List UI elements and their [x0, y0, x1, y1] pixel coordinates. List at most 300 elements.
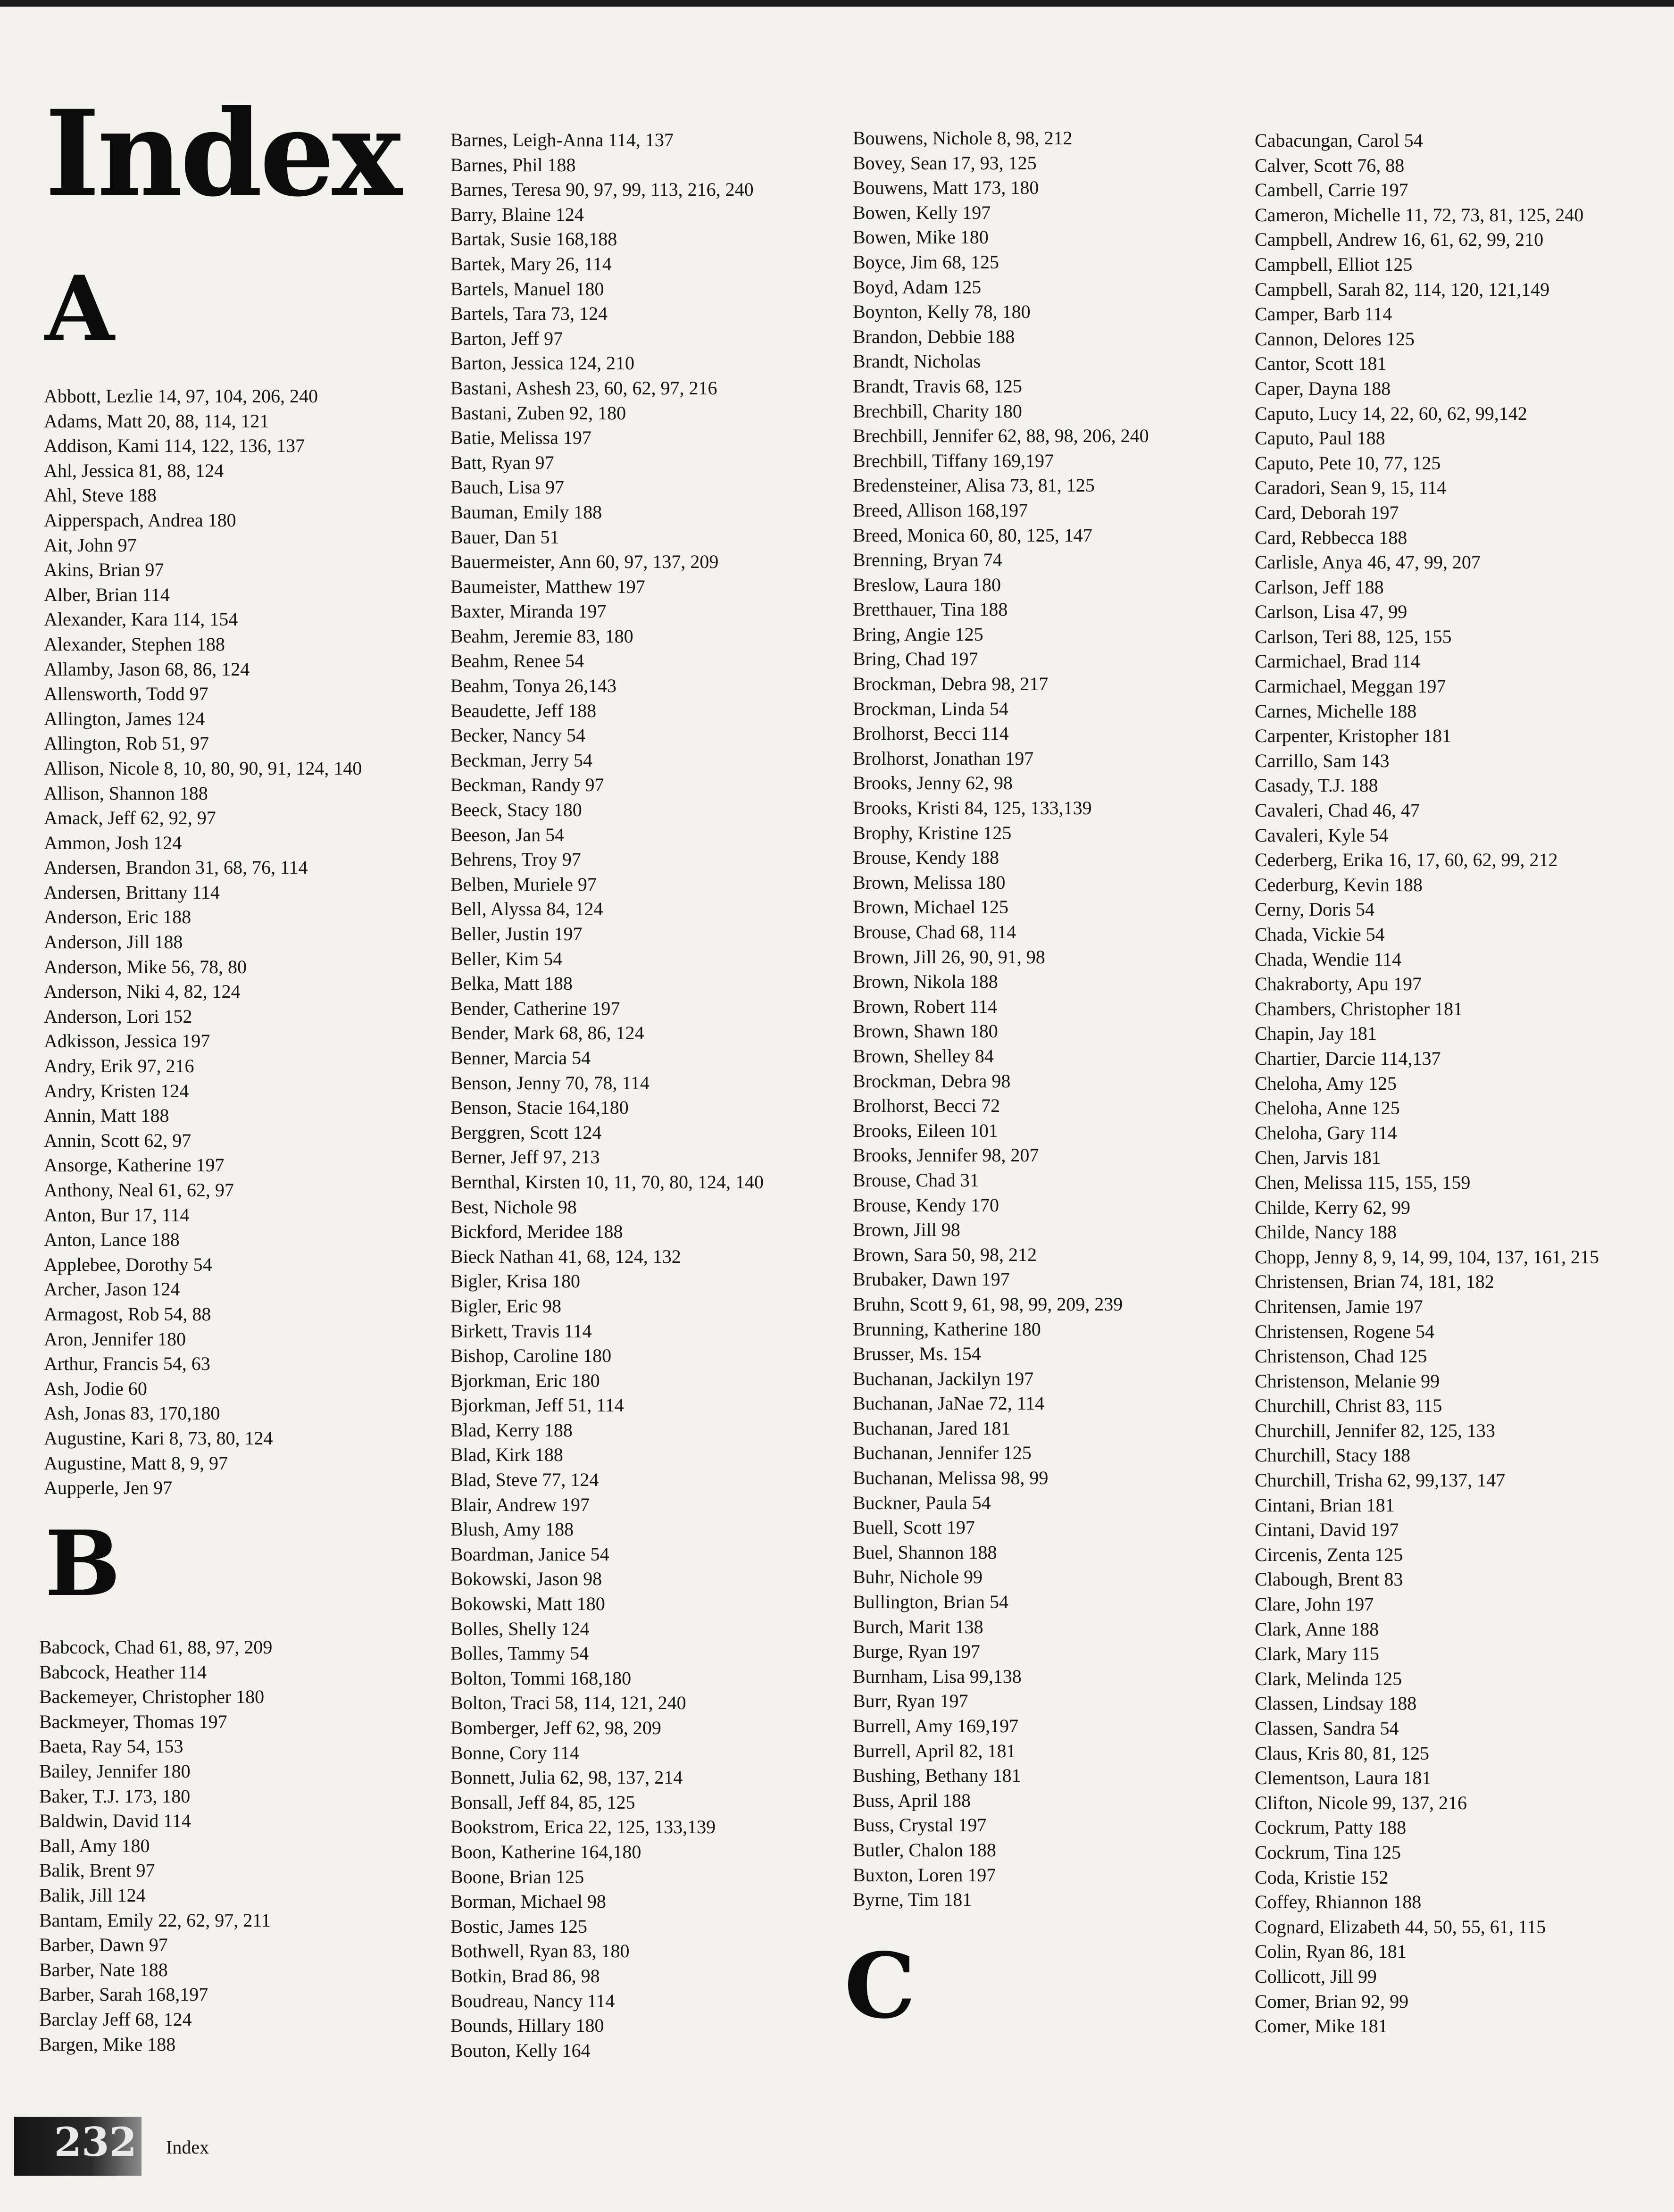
index-entry: Burr, Ryan 197	[853, 1690, 968, 1712]
index-entry: Brandt, Travis 68, 125	[853, 375, 1022, 397]
index-entry: Breslow, Laura 180	[853, 574, 1001, 595]
index-entry: Brolhorst, Jonathan 197	[853, 747, 1034, 769]
index-entry: Addison, Kami 114, 122, 136, 137	[44, 435, 305, 457]
index-entry: Ansorge, Katherine 197	[44, 1154, 225, 1176]
index-entry: Bouton, Kelly 164	[450, 2039, 591, 2061]
index-entry: Barnes, Phil 188	[450, 154, 576, 175]
index-entry: Adkisson, Jessica 197	[44, 1030, 210, 1052]
index-entry: Casady, T.J. 188	[1255, 775, 1378, 796]
index-entry: Ait, John 97	[44, 534, 137, 556]
index-entry: Childe, Kerry 62, 99	[1255, 1196, 1410, 1218]
index-entry: Batt, Ryan 97	[450, 451, 554, 473]
index-entry: Bomberger, Jeff 62, 98, 209	[450, 1717, 661, 1738]
index-entry: Ahl, Jessica 81, 88, 124	[44, 459, 224, 481]
index-entry: Bargen, Mike 188	[39, 2033, 176, 2055]
index-entry: Brechbill, Charity 180	[853, 400, 1022, 422]
index-entry: Behrens, Troy 97	[450, 849, 581, 870]
index-entry: Bieck Nathan 41, 68, 124, 132	[450, 1245, 681, 1267]
index-entry: Boyd, Adam 125	[853, 276, 982, 298]
index-entry: Brenning, Bryan 74	[853, 549, 1002, 571]
index-entry: Bartels, Tara 73, 124	[450, 303, 608, 325]
index-entry: Brown, Michael 125	[853, 896, 1008, 918]
footer-label: Index	[166, 2137, 209, 2158]
index-entry: Benson, Jenny 70, 78, 114	[450, 1072, 650, 1093]
index-entry: Boudreau, Nancy 114	[450, 1990, 615, 2012]
index-entry: Caper, Dayna 188	[1255, 377, 1391, 399]
index-entry: Best, Nichole 98	[450, 1196, 577, 1218]
index-entry: Bastani, Ashesh 23, 60, 62, 97, 216	[450, 377, 717, 399]
index-entry: Bring, Angie 125	[853, 623, 983, 645]
index-entry: Bantam, Emily 22, 62, 97, 211	[39, 1909, 271, 1931]
index-entry: Brown, Melissa 180	[853, 871, 1006, 893]
index-entry: Annin, Matt 188	[44, 1105, 169, 1127]
index-entry: Boardman, Janice 54	[450, 1543, 609, 1565]
index-entry: Bolles, Shelly 124	[450, 1618, 590, 1639]
index-entry: Brouse, Kendy 170	[853, 1194, 999, 1216]
index-entry: Brown, Jill 26, 90, 91, 98	[853, 946, 1045, 968]
index-entry: Burrell, Amy 169,197	[853, 1715, 1019, 1736]
index-entry: Chada, Wendie 114	[1255, 948, 1402, 970]
index-entry: Cheloha, Gary 114	[1255, 1122, 1397, 1144]
index-entry: Bounds, Hillary 180	[450, 2015, 604, 2037]
index-entry: Allington, Rob 51, 97	[44, 733, 209, 754]
index-entry: Beller, Justin 197	[450, 923, 583, 944]
index-entry: Archer, Jason 124	[44, 1278, 180, 1300]
page-title: Index	[45, 84, 400, 223]
index-entry: Brusser, Ms. 154	[853, 1343, 981, 1365]
index-entry: Churchill, Stacy 188	[1255, 1444, 1410, 1466]
index-entry: Baxter, Miranda 197	[450, 601, 607, 622]
index-entry: Buchanan, Melissa 98, 99	[853, 1467, 1049, 1489]
index-entry: Brown, Shelley 84	[853, 1045, 994, 1067]
index-entry: Carrillo, Sam 143	[1255, 750, 1390, 771]
page-number-box	[14, 2117, 142, 2176]
index-entry: Augustine, Matt 8, 9, 97	[44, 1452, 228, 1474]
index-entry: Beeson, Jan 54	[450, 824, 565, 845]
index-entry: Bell, Alyssa 84, 124	[450, 898, 603, 920]
index-entry: Coffey, Rhiannon 188	[1255, 1891, 1422, 1913]
index-entry: Arthur, Francis 54, 63	[44, 1353, 210, 1375]
index-entry: Anderson, Lori 152	[44, 1005, 192, 1027]
index-entry: Beahm, Jeremie 83, 180	[450, 625, 633, 647]
index-entry: Bolton, Tommi 168,180	[450, 1667, 632, 1689]
index-entry: Carmichael, Brad 114	[1255, 651, 1420, 672]
index-entry: Carlson, Jeff 188	[1255, 576, 1384, 598]
index-entry: Aipperspach, Andrea 180	[44, 509, 236, 531]
index-entry: Ball, Amy 180	[39, 1835, 150, 1856]
index-entry: Breed, Allison 168,197	[853, 499, 1028, 521]
index-entry: Camper, Barb 114	[1255, 303, 1392, 325]
index-entry: Buxton, Loren 197	[853, 1864, 996, 1886]
index-entry: Burge, Ryan 197	[853, 1641, 980, 1662]
index-entry: Buchanan, Jackilyn 197	[853, 1368, 1034, 1389]
index-column-3	[853, 126, 1149, 1912]
index-entry: Bushing, Bethany 181	[853, 1765, 1021, 1786]
index-entry: Clare, John 197	[1255, 1594, 1374, 1615]
index-entry: Burrell, April 82, 181	[853, 1740, 1016, 1761]
index-entry: Caputo, Pete 10, 77, 125	[1255, 452, 1441, 474]
index-entry: Circenis, Zenta 125	[1255, 1544, 1403, 1565]
index-entry: Barnes, Teresa 90, 97, 99, 113, 216, 240	[450, 179, 754, 200]
index-entry: Bredensteiner, Alisa 73, 81, 125	[853, 475, 1095, 496]
section-letter-b: B	[45, 1511, 121, 1616]
index-entry: Birkett, Travis 114	[450, 1320, 592, 1342]
index-entry: Carpenter, Kristopher 181	[1255, 725, 1452, 747]
index-entry: Allamby, Jason 68, 86, 124	[44, 658, 250, 680]
index-entry: Buhr, Nichole 99	[853, 1566, 983, 1588]
index-entry: Bjorkman, Eric 180	[450, 1369, 600, 1391]
index-entry: Barber, Nate 188	[39, 1959, 168, 1980]
index-entry: Babcock, Chad 61, 88, 97, 209	[39, 1636, 273, 1658]
index-entry: Anderson, Niki 4, 82, 124	[44, 981, 241, 1002]
index-entry: Clabough, Brent 83	[1255, 1569, 1403, 1590]
index-entry: Brockman, Debra 98, 217	[853, 673, 1049, 695]
index-entry: Bolles, Tammy 54	[450, 1643, 589, 1664]
index-entry: Bostic, James 125	[450, 1915, 587, 1937]
index-entry: Ash, Jonas 83, 170,180	[44, 1402, 220, 1424]
index-entry: Anderson, Eric 188	[44, 906, 192, 928]
index-entry: Bickford, Meridee 188	[450, 1221, 623, 1243]
index-entry: Collicott, Jill 99	[1255, 1965, 1377, 1987]
index-entry: Classen, Lindsay 188	[1255, 1693, 1417, 1714]
index-column-a	[44, 384, 362, 1501]
index-entry: Allison, Shannon 188	[44, 782, 208, 804]
index-entry: Cockrum, Tina 125	[1255, 1841, 1401, 1863]
index-entry: Beckman, Randy 97	[450, 774, 604, 796]
index-entry: Cameron, Michelle 11, 72, 73, 81, 125, 240	[1255, 204, 1584, 225]
index-entry: Bartak, Susie 168,188	[450, 228, 617, 250]
index-entry: Bailey, Jennifer 180	[39, 1760, 191, 1782]
index-entry: Cabacungan, Carol 54	[1255, 130, 1423, 151]
index-entry: Cavaleri, Kyle 54	[1255, 824, 1389, 846]
index-entry: Buss, April 188	[853, 1789, 971, 1811]
index-entry: Backmeyer, Thomas 197	[39, 1711, 227, 1732]
index-entry: Bokowski, Matt 180	[450, 1593, 605, 1615]
index-entry: Cederburg, Kevin 188	[1255, 874, 1423, 895]
index-entry: Cerny, Doris 54	[1255, 899, 1375, 920]
top-border	[0, 0, 1674, 7]
index-entry: Brooks, Jennifer 98, 207	[853, 1144, 1039, 1166]
index-entry: Buss, Crystal 197	[853, 1814, 987, 1836]
index-entry: Brandt, Nicholas	[853, 351, 981, 372]
index-entry: Brouse, Chad 31	[853, 1169, 979, 1191]
index-entry: Barnes, Leigh-Anna 114, 137	[450, 129, 674, 150]
index-entry: Beller, Kim 54	[450, 948, 563, 969]
index-entry: Barber, Sarah 168,197	[39, 1984, 208, 2005]
index-entry: Cavaleri, Chad 46, 47	[1255, 800, 1420, 821]
index-entry: Baldwin, David 114	[39, 1810, 191, 1832]
index-entry: Cambell, Carrie 197	[1255, 179, 1408, 201]
index-entry: Burnham, Lisa 99,138	[853, 1665, 1022, 1687]
index-entry: Alexander, Stephen 188	[44, 633, 225, 655]
index-entry: Bigler, Krisa 180	[450, 1270, 581, 1292]
index-entry: Chopp, Jenny 8, 9, 14, 99, 104, 137, 161, 215	[1255, 1246, 1599, 1268]
index-entry: Andry, Erik 97, 216	[44, 1055, 194, 1077]
index-entry: Barber, Dawn 97	[39, 1934, 168, 1956]
index-entry: Benson, Stacie 164,180	[450, 1097, 629, 1119]
index-entry: Beahm, Renee 54	[450, 650, 584, 672]
index-entry: Buchanan, Jared 181	[853, 1417, 1011, 1439]
index-entry: Boynton, Kelly 78, 180	[853, 301, 1031, 323]
index-entry: Balik, Jill 124	[39, 1884, 146, 1906]
index-entry: Batie, Melissa 197	[450, 427, 591, 449]
index-entry: Boone, Brian 125	[450, 1866, 584, 1887]
index-entry: Barclay Jeff 68, 124	[39, 2008, 192, 2030]
index-entry: Berner, Jeff 97, 213	[450, 1146, 600, 1168]
index-entry: Bowen, Mike 180	[853, 226, 989, 248]
index-entry: Brown, Jill 98	[853, 1219, 960, 1241]
index-entry: Cognard, Elizabeth 44, 50, 55, 61, 115	[1255, 1916, 1546, 1937]
index-entry: Anthony, Neal 61, 62, 97	[44, 1179, 234, 1201]
index-column-4	[1255, 128, 1599, 2039]
index-entry: Churchill, Christ 83, 115	[1255, 1395, 1442, 1417]
index-entry: Brouse, Chad 68, 114	[853, 921, 1016, 943]
index-entry: Coda, Kristie 152	[1255, 1866, 1389, 1888]
index-entry: Cintani, Brian 181	[1255, 1494, 1395, 1516]
index-entry: Chapin, Jay 181	[1255, 1023, 1377, 1044]
index-entry: Bruhn, Scott 9, 61, 98, 99, 209, 239	[853, 1293, 1123, 1315]
index-entry: Brechbill, Jennifer 62, 88, 98, 206, 240	[853, 425, 1149, 447]
index-entry: Beeck, Stacy 180	[450, 799, 582, 821]
index-entry: Baker, T.J. 173, 180	[39, 1785, 191, 1807]
index-entry: Bauermeister, Ann 60, 97, 137, 209	[450, 551, 719, 573]
index-entry: Alber, Brian 114	[44, 584, 170, 605]
index-entry: Barton, Jessica 124, 210	[450, 352, 634, 374]
index-entry: Ahl, Steve 188	[44, 484, 157, 506]
index-entry: Brown, Shawn 180	[853, 1020, 998, 1042]
index-entry: Classen, Sandra 54	[1255, 1718, 1399, 1739]
index-entry: Carlson, Lisa 47, 99	[1255, 601, 1407, 623]
index-entry: Andersen, Brittany 114	[44, 881, 220, 903]
index-entry: Clark, Mary 115	[1255, 1643, 1380, 1665]
index-entry: Bring, Chad 197	[853, 648, 978, 670]
index-entry: Aupperle, Jen 97	[44, 1477, 173, 1499]
index-entry: Chen, Jarvis 181	[1255, 1147, 1381, 1169]
index-entry: Bender, Catherine 197	[450, 997, 620, 1019]
section-letter-a: A	[45, 256, 115, 361]
index-entry: Bender, Mark 68, 86, 124	[450, 1022, 644, 1044]
index-entry: Burch, Marit 138	[853, 1616, 983, 1637]
index-entry: Campbell, Elliot 125	[1255, 253, 1413, 275]
index-entry: Andersen, Brandon 31, 68, 76, 114	[44, 857, 308, 878]
index-entry: Bjorkman, Jeff 51, 114	[450, 1394, 624, 1416]
index-entry: Calver, Scott 76, 88	[1255, 154, 1405, 176]
index-entry: Card, Rebbecca 188	[1255, 526, 1407, 548]
index-entry: Card, Deborah 197	[1255, 501, 1399, 523]
index-entry: Bokowski, Jason 98	[450, 1568, 602, 1590]
index-entry: Bauer, Dan 51	[450, 526, 559, 548]
index-column-b	[39, 1635, 272, 2057]
index-entry: Buel, Shannon 188	[853, 1541, 997, 1563]
index-entry: Bonne, Cory 114	[450, 1742, 579, 1763]
index-entry: Amack, Jeff 62, 92, 97	[44, 807, 216, 829]
index-entry: Chambers, Christopher 181	[1255, 998, 1463, 1019]
index-entry: Boon, Katherine 164,180	[450, 1841, 641, 1862]
index-entry: Alexander, Kara 114, 154	[44, 609, 238, 630]
index-entry: Bolton, Traci 58, 114, 121, 240	[450, 1692, 686, 1714]
index-entry: Abbott, Lezlie 14, 97, 104, 206, 240	[44, 385, 318, 407]
index-entry: Clark, Anne 188	[1255, 1618, 1379, 1640]
index-entry: Ammon, Josh 124	[44, 832, 182, 853]
index-entry: Backemeyer, Christopher 180	[39, 1686, 265, 1708]
index-entry: Campbell, Andrew 16, 61, 62, 99, 210	[1255, 229, 1544, 250]
index-entry: Bartek, Mary 26, 114	[450, 253, 612, 275]
page-number: 232	[54, 2119, 137, 2165]
index-entry: Belka, Matt 188	[450, 973, 573, 994]
index-entry: Bernthal, Kirsten 10, 11, 70, 80, 124, 140	[450, 1171, 764, 1193]
index-entry: Comer, Mike 181	[1255, 2015, 1388, 2037]
index-entry: Ash, Jodie 60	[44, 1377, 147, 1399]
index-entry: Cockrum, Patty 188	[1255, 1817, 1407, 1838]
index-entry: Allison, Nicole 8, 10, 80, 90, 91, 124, 140	[44, 757, 362, 779]
index-entry: Babcock, Heather 114	[39, 1661, 207, 1683]
index-entry: Baumeister, Matthew 197	[450, 576, 645, 597]
index-entry: Carlisle, Anya 46, 47, 99, 207	[1255, 551, 1481, 573]
index-entry: Bouwens, Matt 173, 180	[853, 177, 1039, 199]
index-entry: Applebee, Dorothy 54	[44, 1253, 212, 1275]
index-entry: Beaudette, Jeff 188	[450, 700, 597, 721]
index-entry: Chada, Vickie 54	[1255, 924, 1385, 945]
index-entry: Clementson, Laura 181	[1255, 1767, 1432, 1789]
index-entry: Becker, Nancy 54	[450, 725, 586, 746]
index-entry: Cederberg, Erika 16, 17, 60, 62, 99, 212	[1255, 849, 1558, 871]
index-entry: Bonnett, Julia 62, 98, 137, 214	[450, 1767, 683, 1788]
index-entry: Christensen, Rogene 54	[1255, 1320, 1435, 1342]
index-entry: Brandon, Debbie 188	[853, 326, 1015, 347]
index-entry: Clifton, Nicole 99, 137, 216	[1255, 1792, 1467, 1813]
index-entry: Allensworth, Todd 97	[44, 683, 208, 705]
index-entry: Christenson, Melanie 99	[1255, 1370, 1440, 1392]
index-entry: Colin, Ryan 86, 181	[1255, 1941, 1407, 1962]
index-entry: Christensen, Brian 74, 181, 182	[1255, 1271, 1494, 1293]
index-entry: Butler, Chalon 188	[853, 1839, 996, 1861]
index-entry: Bowen, Kelly 197	[853, 201, 991, 223]
index-entry: Brolhorst, Becci 114	[853, 723, 1009, 744]
index-entry: Anton, Lance 188	[44, 1229, 180, 1251]
index-entry: Borman, Michael 98	[450, 1891, 606, 1912]
index-entry: Buckner, Paula 54	[853, 1492, 991, 1513]
index-entry: Brooks, Jenny 62, 98	[853, 772, 1013, 794]
index-entry: Berggren, Scott 124	[450, 1121, 602, 1143]
index-entry: Bonsall, Jeff 84, 85, 125	[450, 1791, 635, 1813]
index-entry: Balik, Brent 97	[39, 1860, 155, 1881]
index-entry: Baeta, Ray 54, 153	[39, 1736, 183, 1757]
index-entry: Caputo, Lucy 14, 22, 60, 62, 99,142	[1255, 402, 1527, 424]
index-entry: Caradori, Sean 9, 15, 114	[1255, 477, 1447, 499]
index-entry: Aron, Jennifer 180	[44, 1328, 186, 1350]
index-entry: Chen, Melissa 115, 155, 159	[1255, 1171, 1471, 1193]
index-entry: Churchill, Jennifer 82, 125, 133	[1255, 1419, 1495, 1441]
index-entry: Brown, Sara 50, 98, 212	[853, 1244, 1037, 1265]
index-entry: Beckman, Jerry 54	[450, 749, 593, 771]
index-entry: Brechbill, Tiffany 169,197	[853, 450, 1054, 471]
index-entry: Cheloha, Anne 125	[1255, 1097, 1400, 1119]
index-entry: Bastani, Zuben 92, 180	[450, 402, 626, 424]
index-entry: Bovey, Sean 17, 93, 125	[853, 152, 1037, 174]
index-entry: Carmichael, Meggan 197	[1255, 676, 1446, 697]
index-entry: Cannon, Delores 125	[1255, 328, 1415, 350]
index-entry: Carnes, Michelle 188	[1255, 700, 1417, 722]
index-entry: Annin, Scott 62, 97	[44, 1129, 192, 1151]
index-entry: Brooks, Eileen 101	[853, 1119, 998, 1141]
index-entry: Clark, Melinda 125	[1255, 1668, 1402, 1689]
index-entry: Cintani, David 197	[1255, 1519, 1399, 1541]
index-entry: Barry, Blaine 124	[450, 203, 584, 225]
index-entry: Campbell, Sarah 82, 114, 120, 121,149	[1255, 278, 1550, 300]
index-entry: Akins, Brian 97	[44, 559, 164, 581]
index-entry: Comer, Brian 92, 99	[1255, 1990, 1409, 2012]
index-entry: Beahm, Tonya 26,143	[450, 675, 616, 697]
index-entry: Christenson, Chad 125	[1255, 1345, 1427, 1367]
index-entry: Chakraborty, Apu 197	[1255, 973, 1422, 995]
index-entry: Bauman, Emily 188	[450, 501, 602, 523]
index-entry: Blad, Steve 77, 124	[450, 1469, 599, 1491]
index-entry: Brouse, Kendy 188	[853, 847, 999, 868]
index-entry: Caputo, Paul 188	[1255, 427, 1385, 449]
index-entry: Botkin, Brad 86, 98	[450, 1965, 600, 1987]
index-entry: Brown, Nikola 188	[853, 971, 998, 993]
index-entry: Andry, Kristen 124	[44, 1080, 189, 1102]
section-letter-c: C	[844, 1933, 916, 2038]
index-entry: Claus, Kris 80, 81, 125	[1255, 1742, 1429, 1764]
index-entry: Breed, Monica 60, 80, 125, 147	[853, 524, 1092, 546]
index-entry: Bothwell, Ryan 83, 180	[450, 1940, 630, 1962]
index-entry: Bigler, Eric 98	[450, 1295, 561, 1317]
index-entry: Byrne, Tim 181	[853, 1889, 972, 1911]
index-entry: Allington, James 124	[44, 708, 205, 729]
index-entry: Brubaker, Dawn 197	[853, 1269, 1010, 1290]
index-entry: Belben, Muriele 97	[450, 873, 597, 895]
index-entry: Bretthauer, Tina 188	[853, 599, 1008, 620]
index-entry: Bishop, Caroline 180	[450, 1345, 612, 1367]
index-entry: Blad, Kerry 188	[450, 1419, 573, 1441]
index-entry: Cantor, Scott 181	[1255, 353, 1387, 375]
index-entry: Bullington, Brian 54	[853, 1591, 1008, 1613]
index-entry: Childe, Nancy 188	[1255, 1221, 1397, 1243]
index-entry: Brown, Robert 114	[853, 995, 998, 1017]
index-entry: Bouwens, Nichole 8, 98, 212	[853, 127, 1073, 149]
index-entry: Brockman, Debra 98	[853, 1070, 1011, 1092]
index-entry: Bookstrom, Erica 22, 125, 133,139	[450, 1816, 716, 1838]
index-entry: Benner, Marcia 54	[450, 1047, 591, 1068]
index-entry: Brolhorst, Becci 72	[853, 1095, 1000, 1117]
index-entry: Buell, Scott 197	[853, 1517, 975, 1538]
index-entry: Anderson, Mike 56, 78, 80	[44, 956, 247, 977]
index-entry: Chartier, Darcie 114,137	[1255, 1047, 1441, 1069]
index-entry: Churchill, Trisha 62, 99,137, 147	[1255, 1469, 1506, 1491]
index-entry: Blad, Kirk 188	[450, 1444, 563, 1466]
index-column-2	[450, 128, 764, 2063]
index-entry: Anderson, Jill 188	[44, 931, 183, 953]
index-entry: Brockman, Linda 54	[853, 698, 1008, 719]
index-entry: Buchanan, JaNae 72, 114	[853, 1393, 1045, 1414]
index-entry: Cheloha, Amy 125	[1255, 1072, 1397, 1094]
index-entry: Armagost, Rob 54, 88	[44, 1303, 211, 1325]
index-entry: Bartels, Manuel 180	[450, 278, 604, 300]
index-entry: Brophy, Kristine 125	[853, 822, 1012, 843]
index-entry: Boyce, Jim 68, 125	[853, 251, 999, 273]
index-entry: Barton, Jeff 97	[450, 327, 563, 349]
index-entry: Chritensen, Jamie 197	[1255, 1295, 1423, 1317]
index-entry: Blush, Amy 188	[450, 1519, 574, 1540]
index-entry: Adams, Matt 20, 88, 114, 121	[44, 410, 269, 432]
index-entry: Brunning, Katherine 180	[853, 1318, 1041, 1340]
index-entry: Buchanan, Jennifer 125	[853, 1442, 1032, 1464]
index-entry: Augustine, Kari 8, 73, 80, 124	[44, 1427, 273, 1449]
index-entry: Blair, Andrew 197	[450, 1494, 590, 1515]
index-entry: Brooks, Kristi 84, 125, 133,139	[853, 797, 1092, 819]
index-entry: Bauch, Lisa 97	[450, 476, 565, 498]
